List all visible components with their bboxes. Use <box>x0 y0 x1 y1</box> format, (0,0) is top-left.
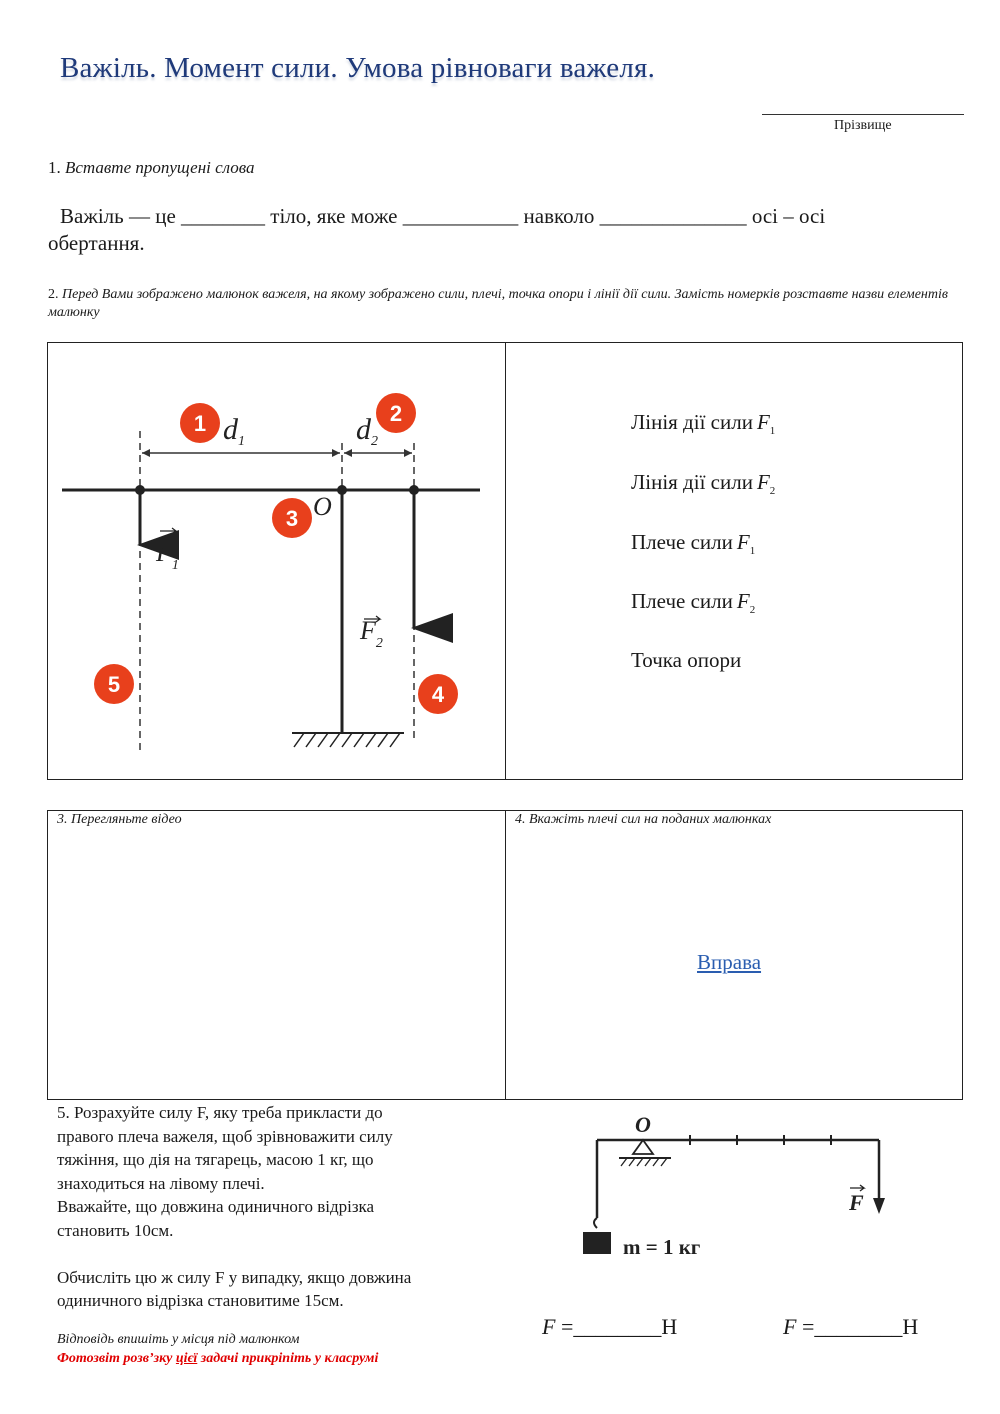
task1-line1: Важіль — це ________ тіло, яке може ___________ навколо ______________ осі – осі <box>60 204 826 228</box>
scale-ground-hatching <box>621 1158 667 1166</box>
task5-text <box>57 1101 497 1313</box>
marker-3 <box>272 498 312 538</box>
marker-5 <box>94 664 134 704</box>
task1-number: 1. <box>48 158 61 177</box>
task2-heading-text: Перед Вами зображено малюнок важеля, на якому зображено сили, плечі, точка опори і лінії дії сили. Замість номерків розставте назви елементів малюнку <box>48 287 948 320</box>
svg-text:5: 5 <box>107 672 121 697</box>
task4-heading: 4. Вкажіть плечі сил на поданих малюнках <box>515 812 772 827</box>
task5-line: тяжіння, що дія на тягарець, масою 1 кг, що <box>57 1150 374 1169</box>
d2-label: $d_2$ <box>356 413 378 449</box>
f1-label: $F_1$ <box>156 538 179 573</box>
marker-2 <box>376 393 416 433</box>
weight-hook <box>594 1218 597 1228</box>
task5-line: Вважайте, що довжина одиничного відрізка <box>57 1197 375 1216</box>
task2-heading <box>48 286 948 322</box>
answer-formula-10cm: F =________Н <box>542 1314 678 1339</box>
label-pivot-point: Точка опори <box>631 648 742 672</box>
task5-spacer <box>57 1242 497 1266</box>
marker-1 <box>180 403 220 443</box>
f2-label: $F_2$ <box>360 616 383 651</box>
task5-line: становить 10см. <box>57 1220 174 1240</box>
svg-text:1: 1 <box>193 411 207 436</box>
marker-4 <box>418 674 458 714</box>
weight-block <box>583 1232 611 1254</box>
task3-4-divider <box>505 810 506 1100</box>
label-line-of-action-f1: Лінія дії сили $F_1$ <box>631 410 776 438</box>
page-title: Важіль. Момент сили. Умова рівноваги важеля. <box>60 52 656 84</box>
surname-label: Прізвище <box>834 118 892 133</box>
scale-pivot-label: O <box>635 1112 651 1137</box>
task5-line: 5. Розрахуйте силу F, яку треба прикласти до <box>57 1103 383 1122</box>
svg-text:3: 3 <box>285 506 299 531</box>
svg-text:4: 4 <box>431 682 445 707</box>
task1-heading-text: Вставте пропущені слова <box>65 158 255 177</box>
photo-report-note: Фотозвіт розв’зку цієї задачі прикріпіть у класрумі <box>57 1351 379 1366</box>
force-label: F <box>849 1190 864 1215</box>
lever-diagram <box>48 343 504 779</box>
task2-box-divider <box>505 342 506 780</box>
task5-line: знаходиться на лівому плечі. <box>57 1173 265 1193</box>
task2-number: 2. <box>48 287 59 302</box>
task5-line: Обчисліть цю ж силу F у випадку, якщо довжина <box>57 1267 412 1287</box>
task5-line: правого плеча важеля, щоб зрівноважити силу <box>57 1126 393 1146</box>
scale-pivot <box>633 1140 653 1154</box>
surname-line <box>762 114 964 115</box>
label-line-of-action-f2: Лінія дії сили $F_2$ <box>631 470 776 498</box>
label-arm-f1: Плече сили $F_1$ <box>631 530 756 558</box>
force-arrowhead <box>873 1198 885 1214</box>
ground-hatching <box>294 733 400 747</box>
mass-label: m = 1 кг <box>623 1235 701 1259</box>
answer-formula-15cm: F =________Н <box>783 1314 919 1339</box>
answer-note: Відповідь впишіть у місця під малюнком <box>57 1332 300 1347</box>
pivot-label: O <box>313 492 332 521</box>
task1-body <box>48 203 948 257</box>
exercise-link[interactable]: Вправа <box>697 950 762 974</box>
label-arm-f2: Плече сили $F_2$ <box>631 589 756 617</box>
task1-heading <box>48 158 255 178</box>
task5-line: одиничного відрізка становитиме 15см. <box>57 1291 344 1310</box>
svg-text:2: 2 <box>389 401 403 426</box>
f1-vector-arrow <box>160 528 176 534</box>
task1-line2: обертання. <box>48 231 145 255</box>
d1-label: $d_1$ <box>223 413 245 449</box>
task3-heading: 3. Перегляньте відео <box>57 812 182 827</box>
scale-diagram <box>565 1106 905 1266</box>
